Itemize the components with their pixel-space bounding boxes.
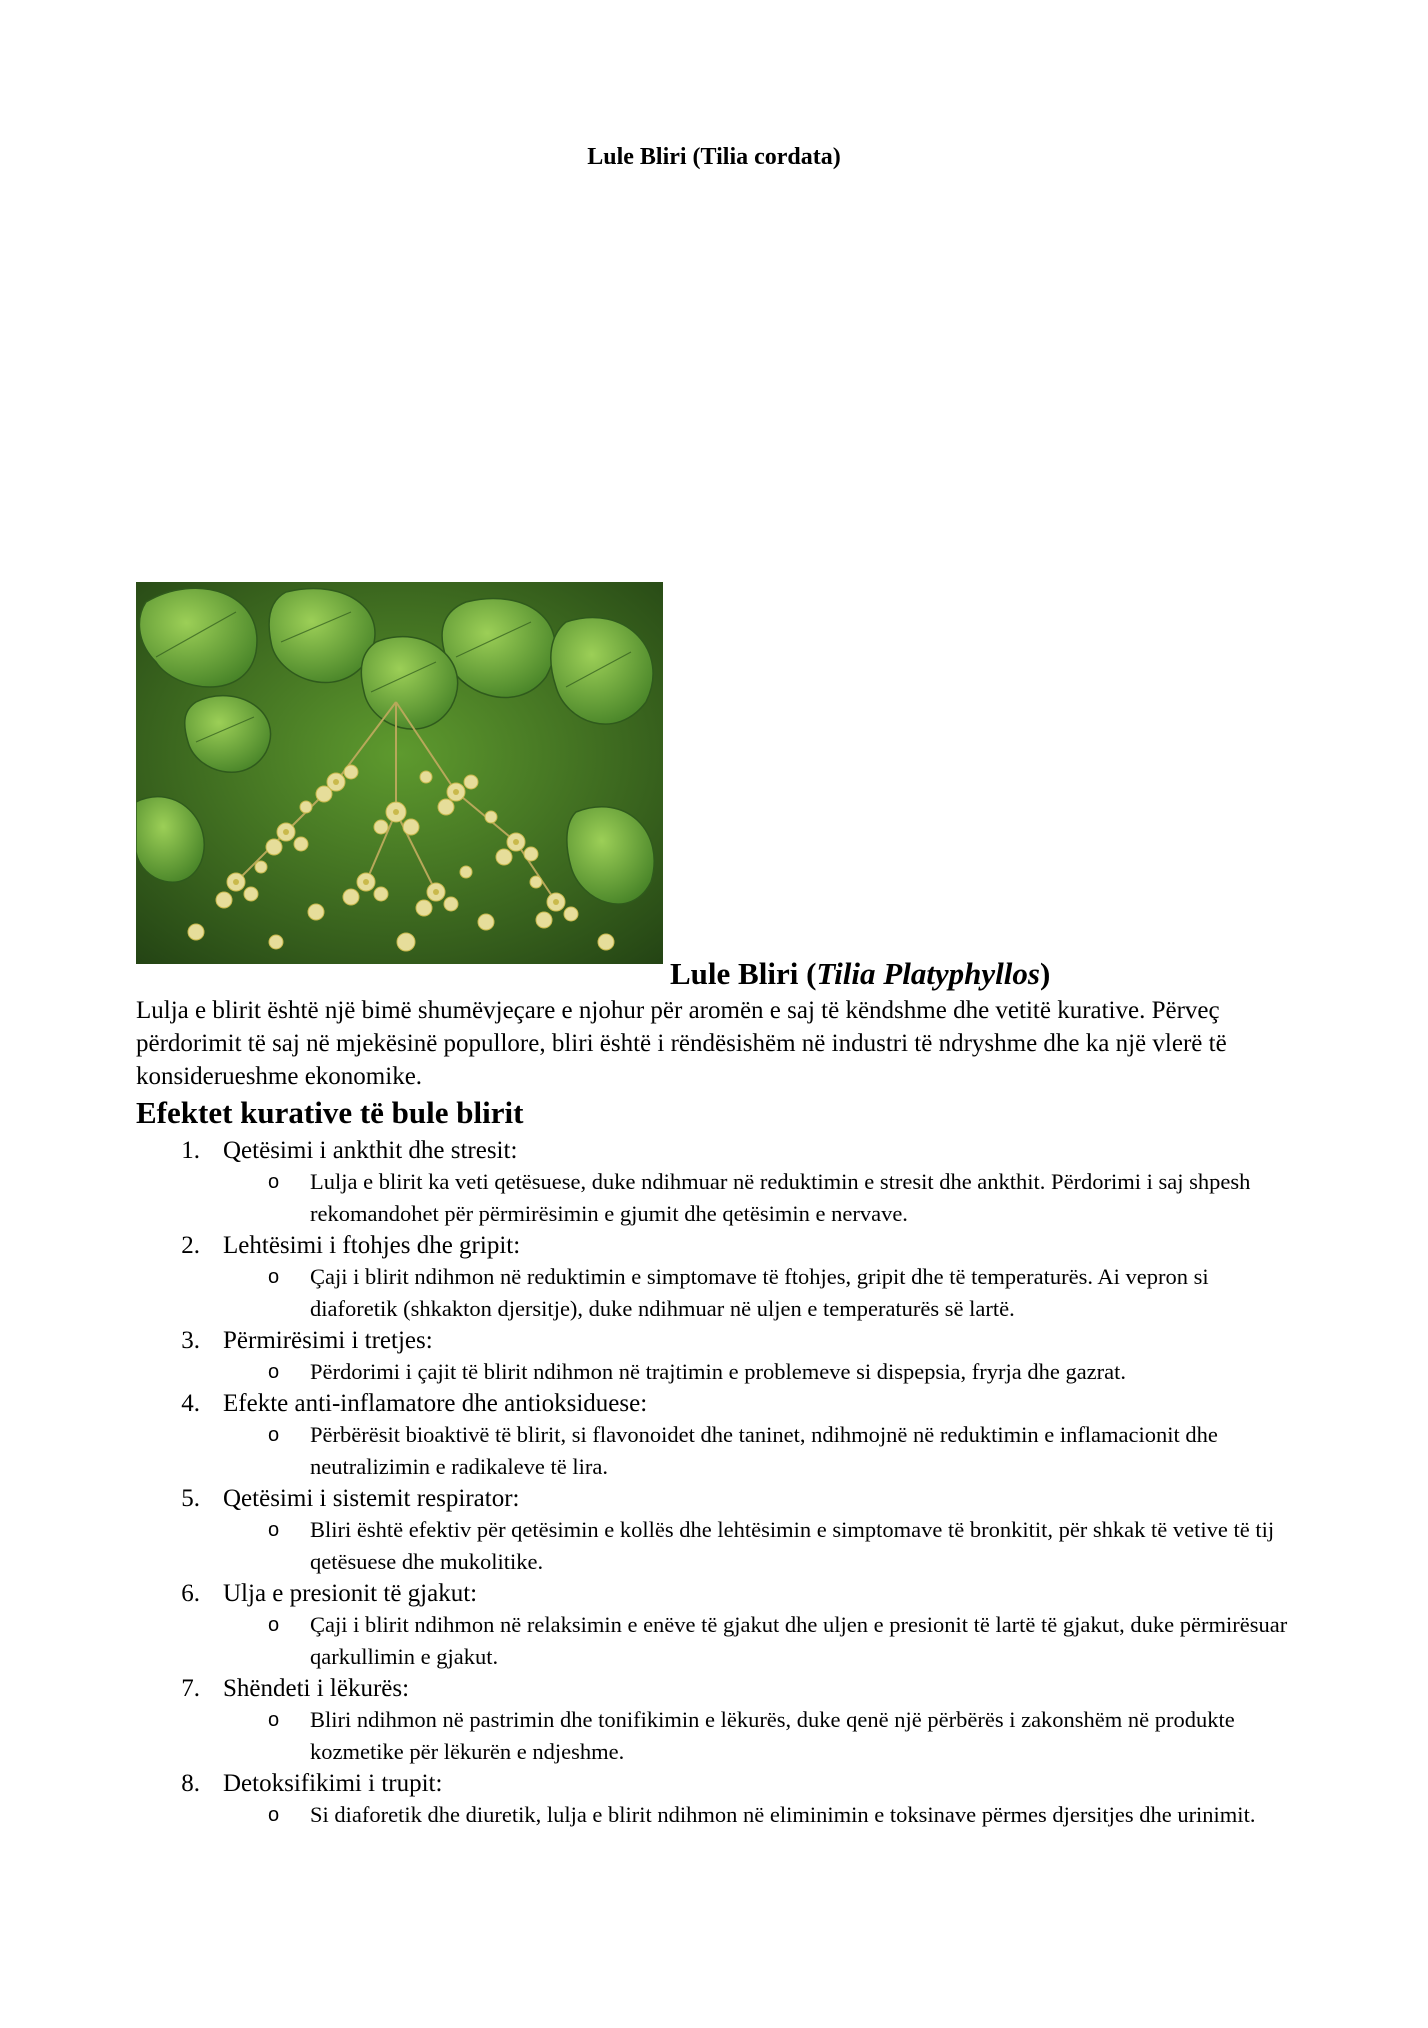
bullet-icon: o xyxy=(268,1266,280,1288)
effect-detail-text: Si diaforetik dhe diuretik, lulja e blirit ndihmon në eliminimin e toksinave përmes djersitjes dhe urinimit. xyxy=(310,1802,1256,1827)
main-heading-close: ) xyxy=(1039,956,1051,991)
effect-title xyxy=(136,1578,1296,1609)
effect-detail xyxy=(136,1704,1296,1768)
section-heading: Efektet kurative të bule blirit xyxy=(136,1095,524,1130)
list-item xyxy=(136,1483,1296,1578)
effect-detail-text: Përbërësit bioaktivë të blirit, si flavonoidet dhe taninet, ndihmojnë në reduktimin e inflamacionit dhe neutralizimin e radikaleve të lira. xyxy=(310,1422,1218,1479)
linden-flower-photo xyxy=(136,582,663,964)
effect-title-text: Efekte anti-inflamatore dhe antioksiduese: xyxy=(223,1390,648,1417)
bullet-icon: o xyxy=(268,1519,280,1541)
effect-detail xyxy=(136,1609,1296,1673)
effect-detail xyxy=(136,1166,1296,1230)
bullet-icon: o xyxy=(268,1424,280,1446)
effect-number: 4. xyxy=(181,1390,200,1417)
bullet-icon: o xyxy=(268,1709,280,1731)
effect-title-text: Lehtësimi i ftohjes dhe gripit: xyxy=(223,1232,521,1259)
effect-detail xyxy=(136,1514,1296,1578)
list-item xyxy=(136,1768,1296,1831)
effect-number: 1. xyxy=(181,1137,200,1164)
effect-title xyxy=(136,1388,1296,1419)
main-heading-text: Lule Bliri ( xyxy=(670,956,817,991)
effects-list xyxy=(136,1135,1296,1831)
effect-title-text: Shëndeti i lëkurës: xyxy=(223,1675,410,1702)
effect-detail xyxy=(136,1419,1296,1483)
intro-paragraph: Lulja e blirit është një bimë shumëvjeçare e njohur për aromën e saj të këndshme dhe vetitë kurative. Përveç përdorimit të saj në mjekësinë popullore, bliri është i rëndësishëm në industri të ndryshme dhe ka një vlerë të konsiderueshme ekonomike. xyxy=(136,997,1227,1090)
effect-title-text: Përmirësimi i tretjes: xyxy=(223,1327,433,1354)
effect-detail xyxy=(136,1261,1296,1325)
list-item xyxy=(136,1325,1296,1388)
bullet-icon: o xyxy=(268,1361,280,1383)
effect-title xyxy=(136,1230,1296,1261)
effect-title xyxy=(136,1673,1296,1704)
document-content xyxy=(136,954,1296,1831)
list-item xyxy=(136,1135,1296,1230)
effect-detail-text: Çaji i blirit ndihmon në reduktimin e simptomave të ftohjes, gripit dhe të temperaturës. Ai vepron si diaforetik (shkakton djersitje), duke ndihmuar në uljen e temperaturës së lartë. xyxy=(310,1264,1209,1321)
effect-number: 2. xyxy=(181,1232,200,1259)
effect-title-text: Qetësimi i sistemit respirator: xyxy=(223,1485,520,1512)
main-heading xyxy=(136,954,1296,994)
effect-detail-text: Bliri është efektiv për qetësimin e kollës dhe lehtësimin e simptomave të bronkitit, për shkak të vetive të tij qetësuese dhe mukolitike. xyxy=(310,1517,1275,1574)
effect-title xyxy=(136,1325,1296,1356)
effect-number: 7. xyxy=(181,1675,200,1702)
effect-title-text: Qetësimi i ankthit dhe stresit: xyxy=(223,1137,518,1164)
list-item xyxy=(136,1578,1296,1673)
bullet-icon: o xyxy=(268,1804,280,1826)
effect-title-text: Ulja e presionit të gjakut: xyxy=(223,1580,478,1607)
effect-title-text: Detoksifikimi i trupit: xyxy=(223,1770,443,1797)
effect-detail-text: Përdorimi i çajit të blirit ndihmon në trajtimin e problemeve si dispepsia, fryrja dhe gazrat. xyxy=(310,1359,1127,1384)
effect-detail-text: Bliri ndihmon në pastrimin dhe tonifikimin e lëkurës, duke qenë një përbërës i zakonshëm në produkte kozmetike për lëkurën e ndjeshme. xyxy=(310,1707,1235,1764)
bullet-icon: o xyxy=(268,1614,280,1636)
list-item xyxy=(136,1388,1296,1483)
effect-detail xyxy=(136,1356,1296,1388)
bullet-icon: o xyxy=(268,1171,280,1193)
effect-number: 6. xyxy=(181,1580,200,1607)
list-item xyxy=(136,1230,1296,1325)
effect-number: 8. xyxy=(181,1770,200,1797)
effect-number: 3. xyxy=(181,1327,200,1354)
effect-detail-text: Lulja e blirit ka veti qetësuese, duke ndihmuar në reduktimin e stresit dhe ankthit. Përdorimi i saj shpesh rekomandohet për përmirësimin e gjumit dhe qetësimin e nervave. xyxy=(310,1169,1251,1226)
main-heading-latin-name: Tilia Platyphyllos xyxy=(816,956,1040,991)
effect-title xyxy=(136,1135,1296,1166)
effect-title xyxy=(136,1768,1296,1799)
list-item xyxy=(136,1673,1296,1768)
effect-title xyxy=(136,1483,1296,1514)
effect-detail-text: Çaji i blirit ndihmon në relaksimin e enëve të gjakut dhe uljen e presionit të lartë të gjakut, duke përmirësuar qarkullimin e gjakut. xyxy=(310,1612,1288,1669)
effect-number: 5. xyxy=(181,1485,200,1512)
document-title: Lule Bliri (Tilia cordata) xyxy=(587,144,841,170)
effect-detail xyxy=(136,1799,1296,1831)
